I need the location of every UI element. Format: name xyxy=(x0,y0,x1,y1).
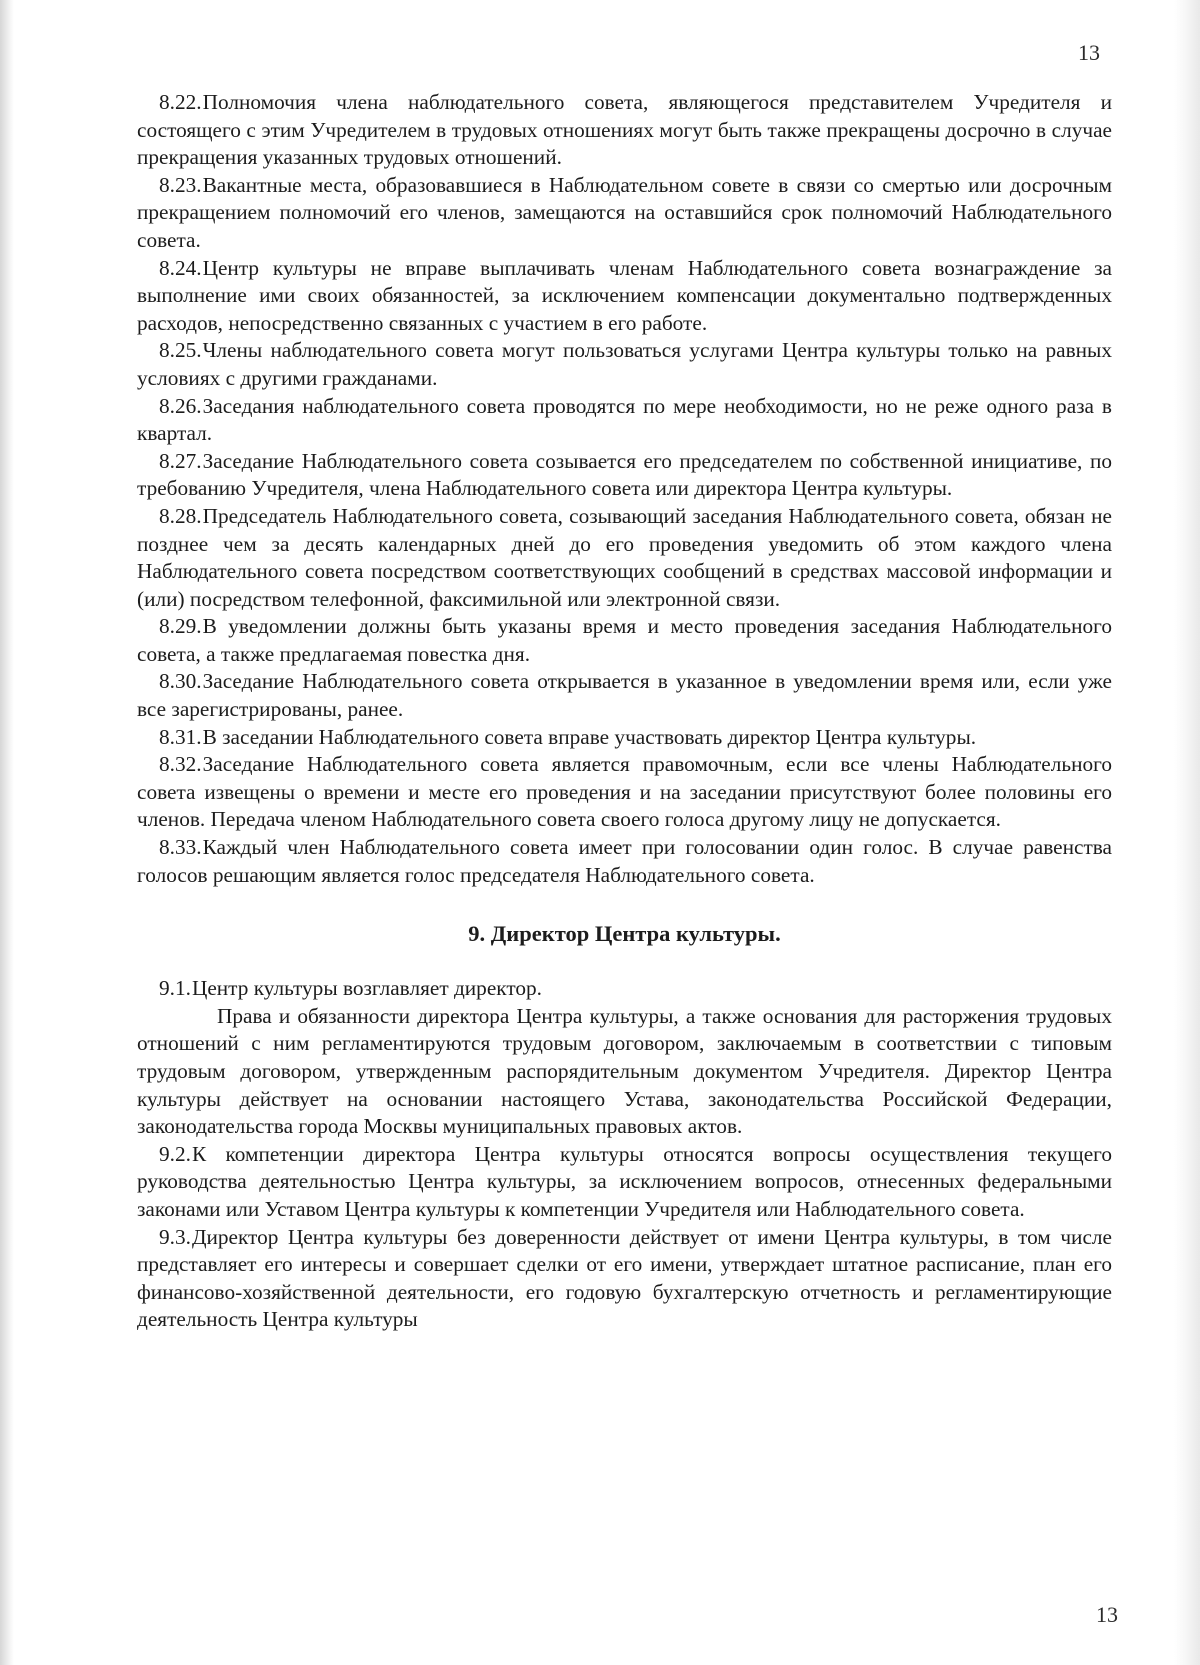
paragraph-text: Председатель Наблюдательного совета, созывающий заседания Наблюдательного совета, обязан не позднее чем за десять календарных дней до его проведения уведомить об этом каждого члена Наблюдательного совета посредством соответствующих сообщений в средствах массовой информации и (или) посредством телефонной, факсимильной или электронной связи. xyxy=(137,503,1112,611)
paragraph-text: Каждый член Наблюдательного совета имеет при голосовании один голос. В случае равенства голосов решающим является голос председателя Наблюдательного совета. xyxy=(137,835,1112,887)
paragraph-number: 8.29. xyxy=(159,614,202,639)
paragraph-8-32 xyxy=(137,751,1112,834)
paragraph-9-2 xyxy=(137,1141,1112,1224)
paragraph-8-29 xyxy=(137,613,1112,668)
paragraph-text: Заседание Наблюдательного совета является правомочным, если все члены Наблюдательного совета извещены о времени и месте его проведения и на заседании присутствуют более половины его членов. Передача членом Наблюдательного совета своего голоса другому лицу не допускается. xyxy=(137,752,1112,832)
paragraph-8-31 xyxy=(137,724,1112,752)
page-number-bottom: 13 xyxy=(1096,1602,1118,1627)
paragraph-text: Полномочия члена наблюдательного совета, являющегося представителем Учредителя и состоящего с этим Учредителем в трудовых отношениях могут быть также прекращены досрочно в случае прекращения указанных трудовых отношений. xyxy=(137,90,1112,170)
paragraph-text: В уведомлении должны быть указаны время и место проведения заседания Наблюдательного совета, а также предлагаемая повестка дня. xyxy=(137,614,1112,666)
paragraph-9-3 xyxy=(137,1224,1112,1334)
paragraph-text: Центр культуры не вправе выплачивать членам Наблюдательного совета вознаграждение за выполнение ими своих обязанностей, за исключением компенсации документально подтвержденных расходов, непосредственно связанных с участием в его работе. xyxy=(137,255,1112,335)
paragraph-8-28 xyxy=(137,503,1112,613)
paragraph-8-33 xyxy=(137,834,1112,889)
paragraph-8-26 xyxy=(137,393,1112,448)
paragraph-8-22 xyxy=(137,89,1112,172)
paragraph-number: 9.3. xyxy=(159,1224,191,1249)
paragraph-number: 8.23. xyxy=(159,172,202,197)
paragraph-number: 9.1. xyxy=(159,976,191,1001)
paragraph-8-24 xyxy=(137,255,1112,338)
paragraph-number: 8.27. xyxy=(159,448,202,473)
paragraph-text: Заседание Наблюдательного совета открывается в указанное в уведомлении время или, если уже все зарегистрированы, ранее. xyxy=(137,669,1112,722)
paragraph-text: Центр культуры возглавляет директор. xyxy=(191,976,542,1001)
paragraph-9-1 xyxy=(137,975,1112,1003)
paragraph-number: 8.26. xyxy=(159,393,202,418)
paragraph-number: 8.30. xyxy=(159,669,202,694)
paragraph-number: 8.24. xyxy=(159,255,202,280)
paragraph-number: 8.28. xyxy=(159,503,202,528)
paragraph-text: Права и обязанности директора Центра культуры, а также основания для расторжения трудовых отношений с ним регламентируются трудовым договором, заключаемым в соответствии с типовым трудовым договором, утвержденным распорядительным документом Учредителя. Директор Центра культуры действует на основании настоящего Устава, законодательства Российской Федерации, законодательства города Москвы муниципальных правовых актов. xyxy=(137,1003,1112,1139)
paragraph-text: К компетенции директора Центра культуры относятся вопросы осуществления текущего руководства деятельностью Центра культуры, за исключением вопросов, отнесенных федеральными законами или Уставом Центра культуры к компетенции Учредителя или Наблюдательного совета. xyxy=(137,1141,1112,1221)
paragraph-number: 8.32. xyxy=(159,752,202,777)
paragraph-text: Заседание Наблюдательного совета созывается его председателем по собственной инициативе, по требованию Учредителя, члена Наблюдательного совета или директора Центра культуры. xyxy=(137,448,1112,501)
scan-edge-left xyxy=(0,0,14,1665)
paragraph-number: 8.22. xyxy=(159,90,202,114)
paragraph-number: 8.31. xyxy=(159,724,202,749)
paragraph-text: Директор Центра культуры без доверенности действует от имени Центра культуры, в том числе представляет его интересы и совершает сделки от его имени, утверждает штатное расписание, план его финансово-хозяйственной деятельности, его годовую бухгалтерскую отчетность и регламентирующие деятельность Центра культуры xyxy=(137,1224,1112,1332)
paragraph-text: В заседании Наблюдательного совета вправе участвовать директор Центра культуры. xyxy=(202,724,977,749)
paragraph-9-1-continued xyxy=(137,1003,1112,1141)
paragraph-8-23 xyxy=(137,172,1112,255)
paragraph-number: 8.33. xyxy=(159,835,202,860)
paragraph-text: Члены наблюдательного совета могут пользоваться услугами Центра культуры только на равных условиях с другими гражданами. xyxy=(137,338,1112,390)
page-number-top: 13 xyxy=(1078,40,1100,65)
section-heading: 9. Директор Центра культуры. xyxy=(468,921,781,947)
paragraph-number: 8.25. xyxy=(159,338,202,363)
paragraph-8-30 xyxy=(137,668,1112,723)
paragraph-8-25 xyxy=(137,337,1112,392)
paragraph-text: Заседания наблюдательного совета проводятся по мере необходимости, но не реже одного раза в квартал. xyxy=(137,393,1112,446)
document-body xyxy=(137,89,1112,1334)
paragraph-number: 9.2. xyxy=(159,1141,191,1166)
paragraph-text: Вакантные места, образовавшиеся в Наблюдательном совете в связи со смертью или досрочным прекращением полномочий его членов, замещаются на оставшийся срок полномочий Наблюдательного совета. xyxy=(137,172,1112,252)
scan-edge-right xyxy=(1174,0,1200,1665)
paragraph-8-27 xyxy=(137,448,1112,503)
